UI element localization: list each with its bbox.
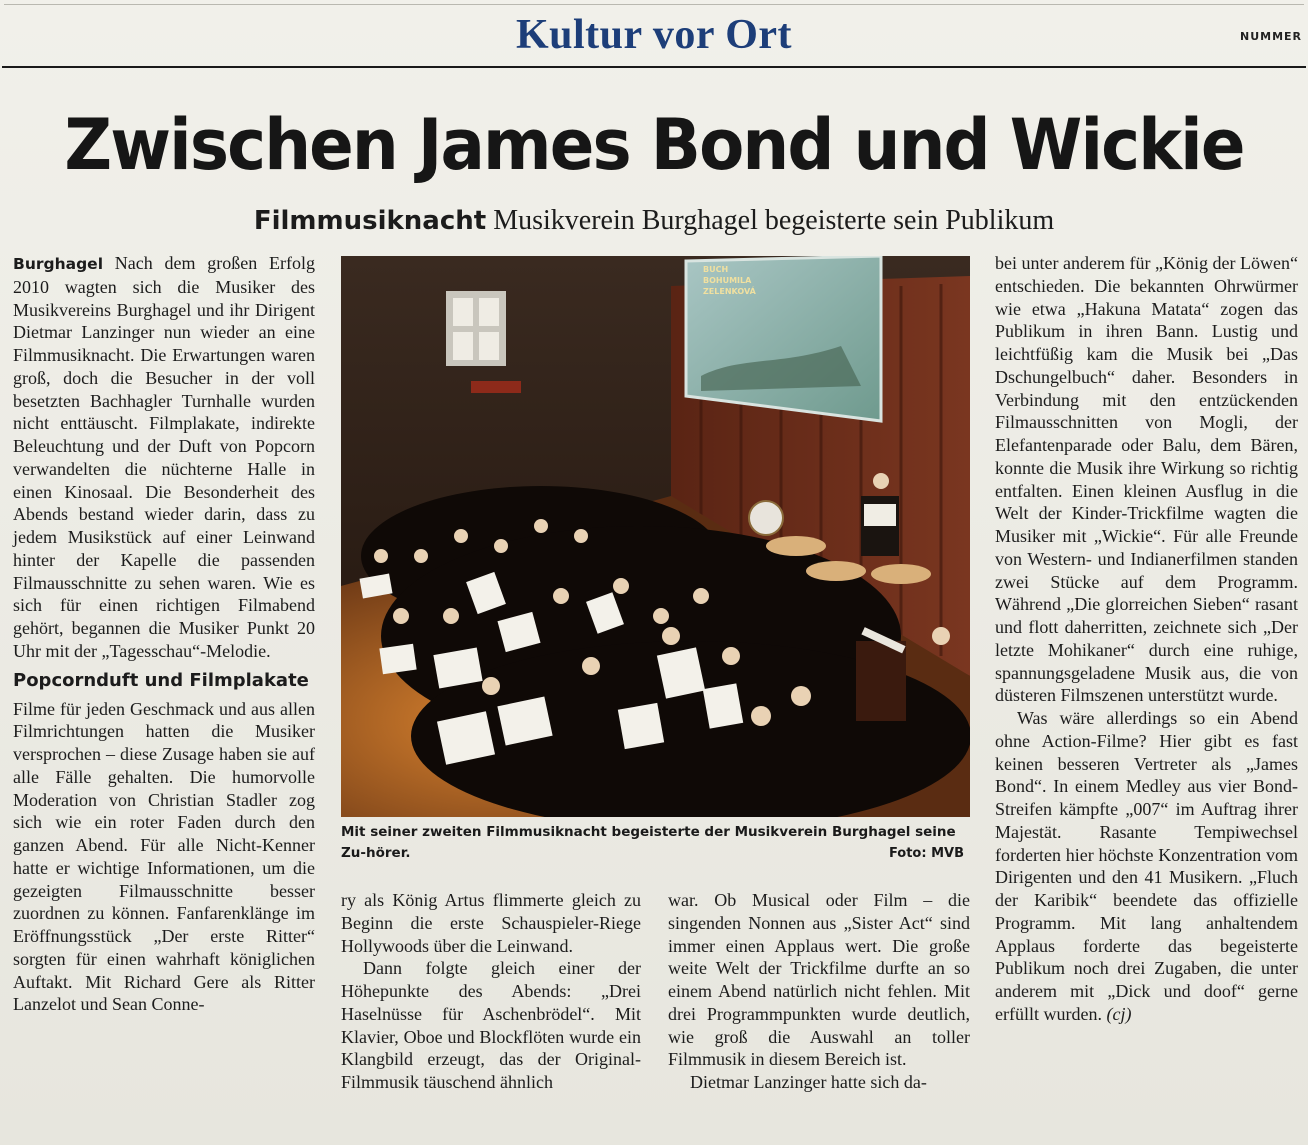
article-paragraph: bei unter anderem für „König der Löwen“ entschieden. Die bekannten Ohrwürmer wie etwa „Hakuna Matata“ zogen das Publikum in ihren Bann. Lustig und leichtfüßig kam die Musik bei „Das Dschungelbuch“ daher. Besonders in Verbindung mit den entzückenden Filmausschnitten von Mogli, der Elefantenparade oder Balu, dem Bären, konnte die Musik ihre Wirkung so richtig entfalten. Einen kleinen Ausflug in die Welt der Kinder-Trickfilme wagten die Musiker mit „Wickie“. Für alle Freunde von Western- und Indianerfilmen standen zwei Stücke auf dem Programm. Während „Die glorreichen Sieben“ rasant und flott daherritten, zeichnete sich „Der letzte Mohikaner“ durch eine ruhige, spannungsgeladene Musik aus, die von düsteren Filmszenen unterstützt wurde. [995,253,1298,706]
subheadline-deck: Musikverein Burghagel begeisterte sein Publikum [493,205,1055,236]
article-paragraph: Dann folgte gleich einer der Höhepunkte des Abends: „Drei Haselnüsse für Aschenbrödel“. Mit Klavier, Oboe und Blockflöten wurde ein Klangbild erzeugt, das der Original-Filmmusik täuschend ähnlich [341,958,641,1092]
subheadline [0,203,1308,239]
section-title: Kultur vor Ort [515,12,793,58]
article-paragraph: Dietmar Lanzinger hatte sich da- [690,1072,927,1092]
orchestra-photo-image [341,256,970,817]
photo-caption [341,822,970,864]
photo-credit: Foto: MVB [888,846,964,861]
screen-text-2: BOHUMILA [703,276,752,285]
paragraph-text: Nach dem großen Erfolg 2010 wagten sich die Musiker des Musikvereins Burghagel und ihr Dirigent Dietmar Lanzinger nun wieder an eine Filmmusiknacht. Die Erwartungen waren groß, doch die Besucher in der voll besetzten Bachhagler Turnhalle wurden nicht enttäuscht. Filmplakate, indirekte Beleuchtung und der Duft von Popcorn verwandelten die nüchterne Halle in einen Kinosaal. Die Besonderheit des Abends bestand wieder darin, dass zu jedem Musikstück auf einer Leinwand hinter der Kapelle die passenden Filmausschnitte zu sehen waren. Wie es sich für einen richtigen Filmabend gehört, begannen die Musiker Punkt 20 Uhr mit der „Tagesschau“-Melodie. [13,253,316,661]
author-initials: (cj) [1106,1003,1132,1024]
top-hairline [4,4,1304,5]
section-rule [2,66,1306,68]
article-paragraph: war. Ob Musical oder Film – die singenden Nonnen aus „Sister Act“ sind immer einen Applaus wert. Die große weite Welt der Trickfilme durfte an so einem Abend natürlich nicht fehlen. Mit drei Programmpunkten wurde deutlich, wie groß die Auswahl an toller Filmmusik in diesem Bereich ist. [668,890,970,1070]
headline: Zwischen James Bond und Wickie [64,104,1244,186]
screen-text-3: ZELENKOVÁ [703,287,756,296]
article-paragraph: ry als König Artus flimmerte gleich zu Beginn die erste Schauspieler-Riege Hollywoods über die Leinwand. [341,890,641,956]
subheadline-kicker: Filmmusiknacht [253,206,487,236]
article-column-3 [668,889,970,1094]
article-column-1 [13,252,315,1016]
paragraph-text: Was wäre allerdings so ein Abend ohne Action-Filme? Hier gibt es fast keinen besseren Vertreter als „James Bond“. In einem Medley aus vier Bond-Streifen kämpfte „007“ im Auftrag ihrer Majestät. Rasante Tempiwechsel forderten hier höchste Konzentration vom Dirigenten und den 41 Musikern. „Fluch der Karibik“ beendete das offizielle Programm. Mit lang anhaltendem Applaus forderte das begeisterte Publikum noch drei Zugaben, die unter anderem mit „Dick und doof“ gerne erfüllt wurden. [995,708,1298,1024]
caption-text: Mit seiner zweiten Filmmusiknacht begeisterte der Musikverein Burghagel seine Zu-hörer. [341,824,956,861]
screen-text-1: BUCH [703,265,729,274]
article-subhead: Popcornduft und Filmplakate [13,669,309,691]
article-column-4 [995,252,1298,1026]
article-column-2 [341,889,641,1094]
orchestra-photo [341,256,970,817]
article-paragraph: Filme für jeden Geschmack und aus allen Filmrichtungen hatten die Musiker versprochen – diese Zusage haben sie auf alle Fälle gehalten. Die humorvolle Moderation von Christian Stadler zog sich wie ein roter Faden durch den ganzen Abend. Für alle Nicht-Kenner hatte er wichtige Informationen, um die gezeigten Filmausschnitte besser zuordnen zu können. Fanfarenklänge im Eröffnungsstück „Der erste Ritter“ sorgten für einen wahrhaft königlichen Auftakt. Mit Richard Gere als Ritter Lanzelot und Sean Conne- [13,698,315,1015]
issue-label: NUMMER [1239,30,1302,43]
article-paragraph [13,252,315,663]
article-paragraph [995,707,1298,1026]
dateline: Burghagel [13,255,104,273]
